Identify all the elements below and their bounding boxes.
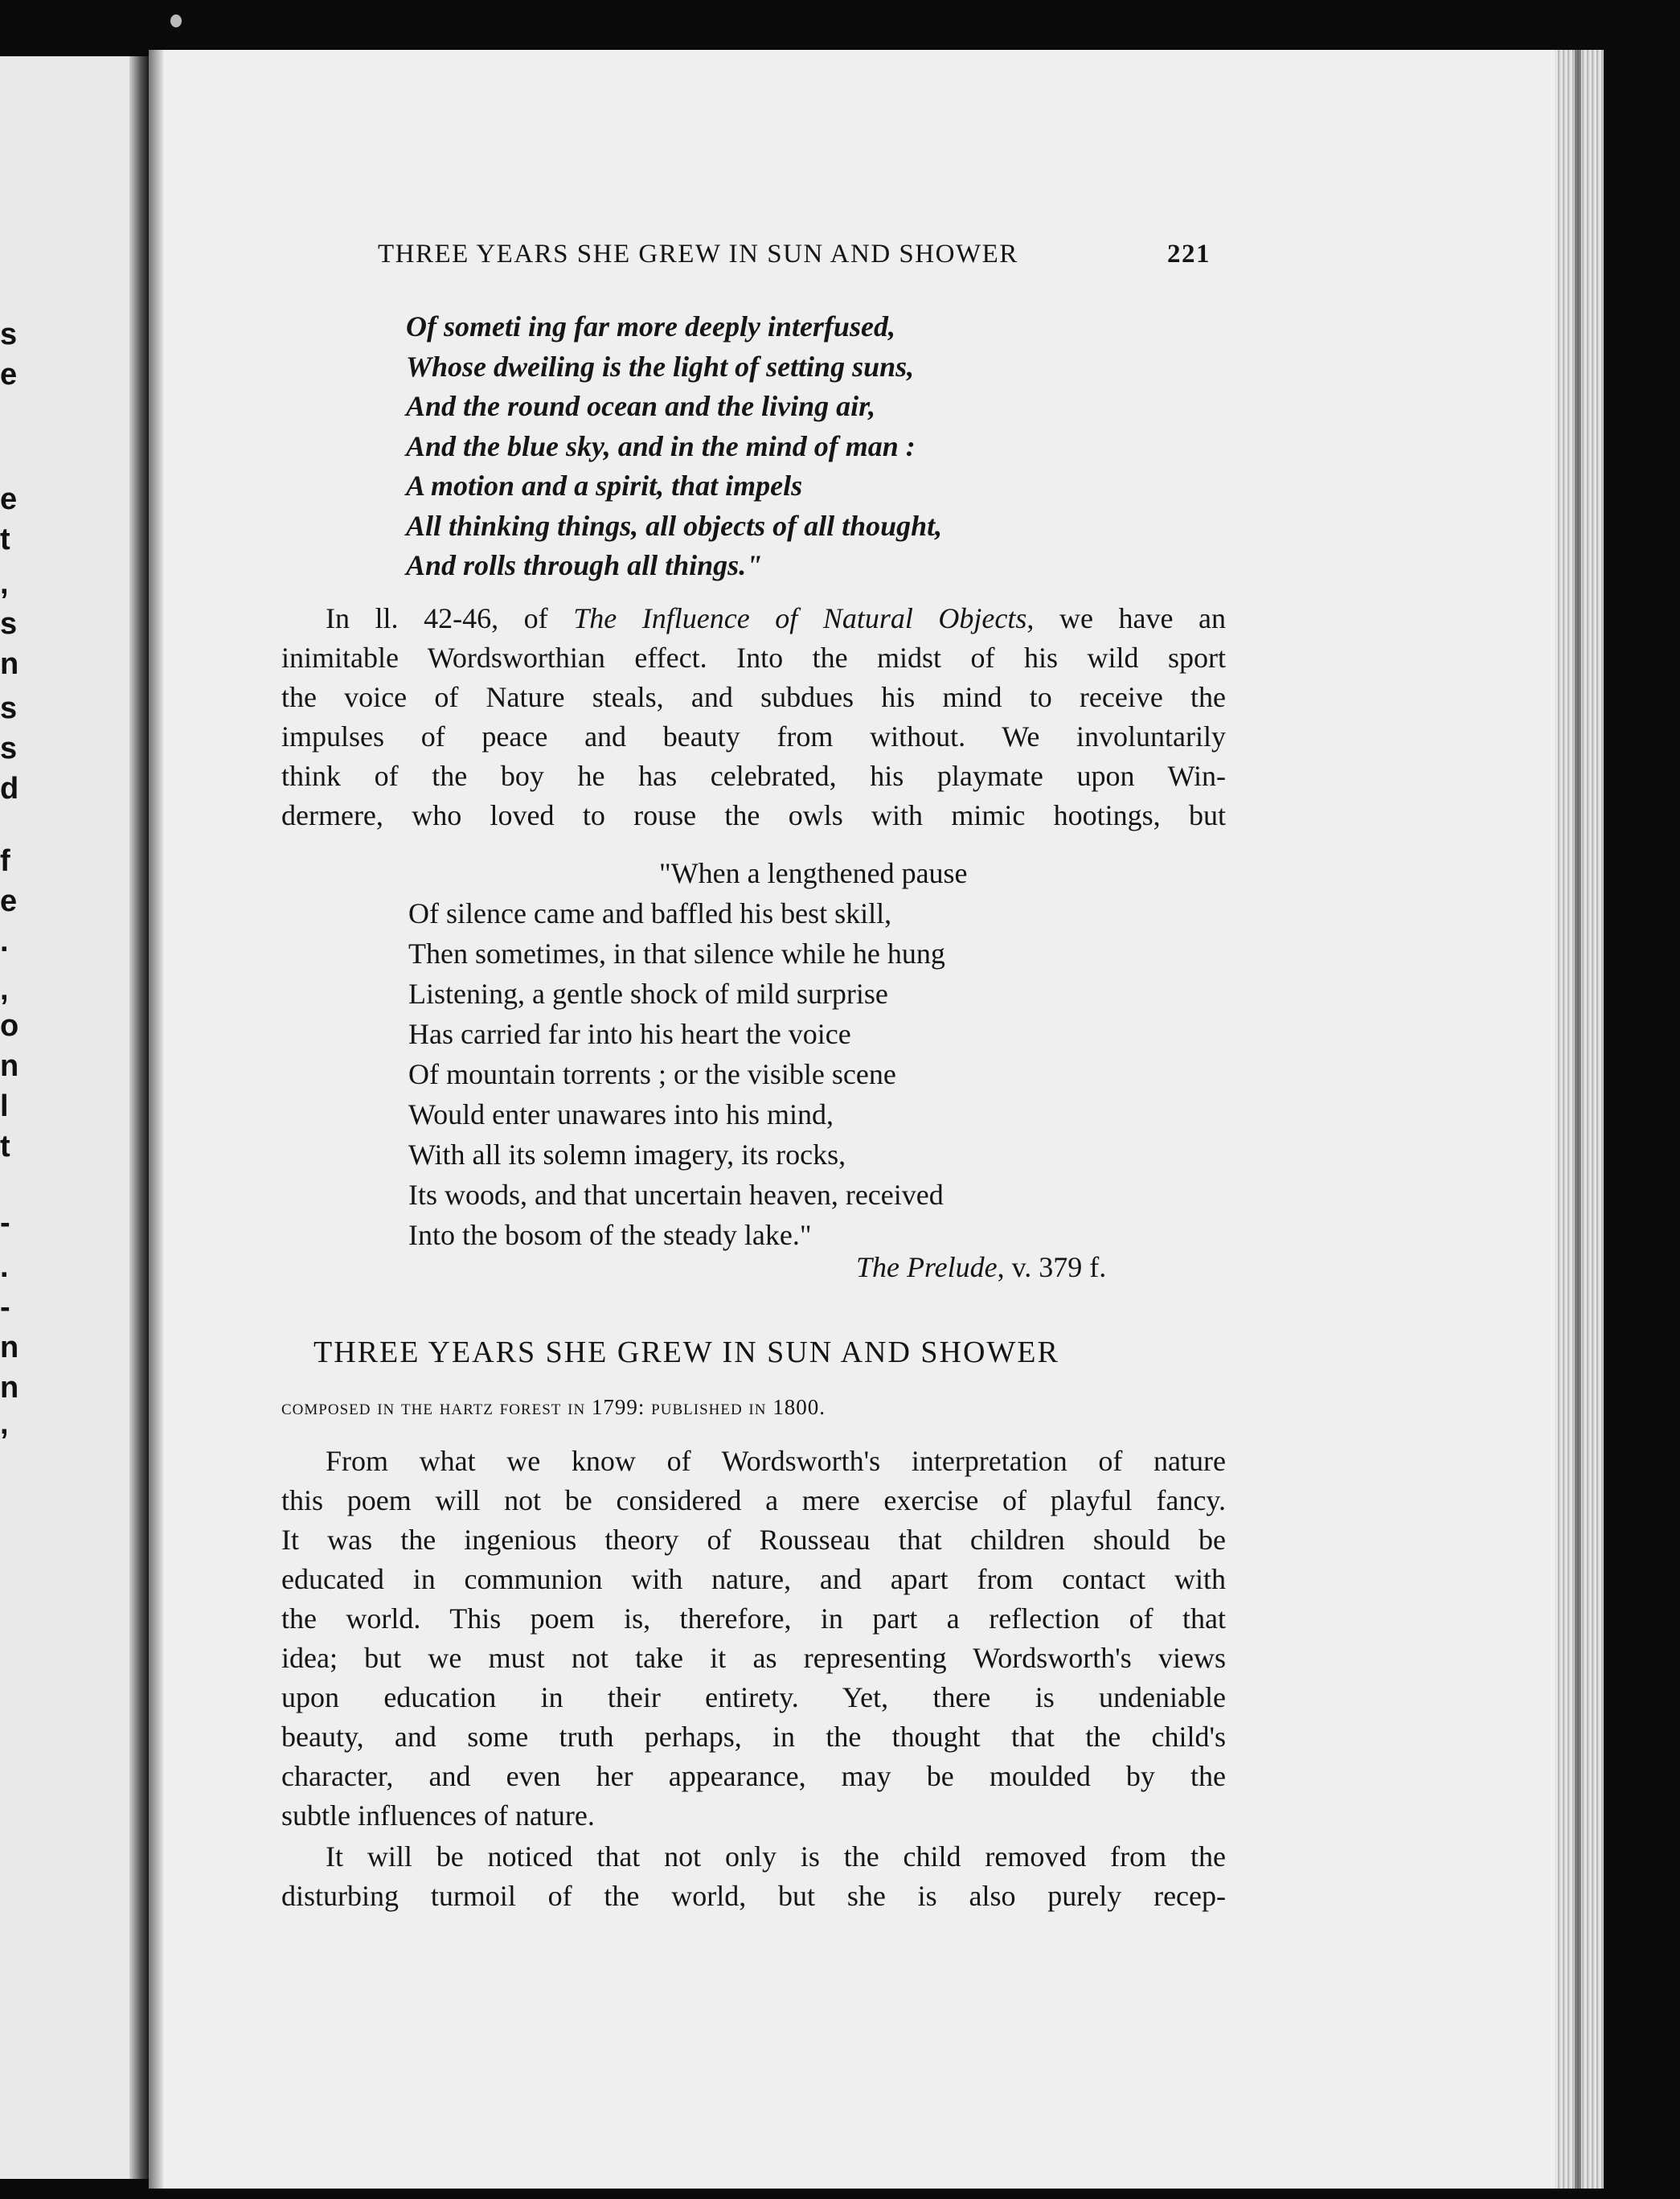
- verse-line: And the blue sky, and in the mind of man :: [406, 429, 916, 462]
- running-head: [378, 240, 1211, 269]
- verse-line: A motion and a spirit, that impels: [406, 470, 803, 502]
- verse-line: Of mountain torrents ; or the visible scene: [408, 1058, 896, 1090]
- verse-line: Into the bosom of the steady lake.": [408, 1219, 812, 1251]
- paragraph-line: educated in communion with nature, and apart from contact with: [281, 1563, 1226, 1595]
- verse-line: All thinking things, all objects of all thought,: [406, 509, 943, 542]
- paragraph-line: character, and even her appearance, may be moulded by the: [281, 1760, 1226, 1792]
- paragraph-line: idea; but we must not take it as representing Wordsworth's views: [281, 1642, 1226, 1674]
- running-head-title: THREE YEARS SHE GREW IN SUN AND SHOWER: [378, 240, 1018, 269]
- paragraph-line: It will be noticed that not only is the child removed from the: [326, 1840, 1226, 1873]
- citation-work: The Prelude: [856, 1251, 998, 1283]
- section-subheading: composed in the hartz forest in 1799: published in 1800.: [281, 1395, 826, 1419]
- left-edge-char: n: [0, 1331, 19, 1364]
- left-edge-char: e: [0, 358, 18, 392]
- left-edge-char: .: [0, 1250, 9, 1284]
- citation: [856, 1250, 1106, 1284]
- paragraph-line: dermere, who loved to rouse the owls with mimic hootings, but: [281, 799, 1226, 831]
- left-edge-char: s: [0, 691, 18, 725]
- left-edge-char: ,: [0, 973, 9, 1007]
- section-title: THREE YEARS SHE GREW IN SUN AND SHOWER: [313, 1335, 1059, 1369]
- paragraph-3: [281, 1837, 1226, 1916]
- page-gutter: [149, 50, 163, 2189]
- left-edge-char: .: [0, 925, 9, 958]
- left-edge-char: ,: [0, 567, 9, 601]
- paragraph-line: It was the ingenious theory of Rousseau that children should be: [281, 1524, 1226, 1556]
- citation-ref: , v. 379 f.: [997, 1251, 1107, 1283]
- verse-line: Has carried far into his heart the voice: [408, 1018, 851, 1050]
- paragraph-line: upon education in their entirety. Yet, there is undeniable: [281, 1681, 1226, 1713]
- left-edge-char: l: [0, 1089, 9, 1123]
- verse-line: "When a lengthened pause: [659, 857, 968, 889]
- left-edge-char: -: [0, 1206, 10, 1240]
- verse-line: Of someti ing far more deeply interfused,: [406, 310, 895, 343]
- paragraph-line: beauty, and some truth perhaps, in the thought that the child's: [281, 1721, 1226, 1753]
- paragraph-line: subtle influences of nature.: [281, 1799, 595, 1832]
- left-edge-char: e: [0, 482, 18, 516]
- verse-line: Whose dweiling is the light of setting suns,: [406, 350, 915, 383]
- paragraph-1: [281, 599, 1226, 835]
- left-edge-char: s: [0, 318, 18, 351]
- left-edge-char: n: [0, 647, 19, 681]
- verse-line: Its woods, and that uncertain heaven, received: [408, 1179, 944, 1211]
- verse-line: And rolls through all things.": [406, 549, 763, 581]
- paragraph-line: disturbing turmoil of the world, but she is also purely recep-: [281, 1880, 1226, 1912]
- left-edge-char: t: [0, 1130, 10, 1163]
- left-edge-char: n: [0, 1371, 19, 1405]
- verse-line: Listening, a gentle shock of mild surprise: [408, 978, 888, 1010]
- left-edge-char: t: [0, 523, 10, 556]
- left-edge-char: n: [0, 1049, 19, 1083]
- left-edge-char: s: [0, 732, 18, 765]
- paragraph-line: impulses of peace and beauty from without. We involuntarily: [281, 720, 1226, 753]
- left-edge-char: o: [0, 1009, 19, 1043]
- paragraph-line: the world. This poem is, therefore, in part a reflection of that: [281, 1602, 1226, 1635]
- left-edge-char: s: [0, 607, 18, 641]
- verse-line: Of silence came and baffled his best skill,: [408, 897, 892, 929]
- paragraph-line: the voice of Nature steals, and subdues his mind to receive the: [281, 681, 1226, 713]
- paragraph-line: think of the boy he has celebrated, his playmate upon Win-: [281, 760, 1226, 792]
- verse-line: Then sometimes, in that silence while he hung: [408, 937, 945, 970]
- left-edge-char: -: [0, 1290, 10, 1324]
- left-edge-char: ,: [0, 1407, 9, 1441]
- scan-speck: [170, 14, 182, 27]
- verse-line: And the round ocean and the living air,: [406, 390, 876, 422]
- paragraph-line: From what we know of Wordsworth's interpretation of nature: [326, 1445, 1226, 1477]
- verse-line: With all its solemn imagery, its rocks,: [408, 1138, 846, 1171]
- left-edge-char: d: [0, 772, 19, 806]
- left-edge-char: e: [0, 884, 18, 918]
- verse-line: Would enter unawares into his mind,: [408, 1098, 834, 1130]
- paragraph-line: this poem will not be considered a mere exercise of playful fancy.: [281, 1484, 1226, 1516]
- paragraph-line: inimitable Wordsworthian effect. Into the midst of his wild sport: [281, 642, 1226, 674]
- paragraph-line: In ll. 42-46, of The Influence of Natural Objects, we have an: [326, 602, 1226, 634]
- left-page-edge: [0, 56, 149, 2179]
- paragraph-2: [281, 1442, 1226, 1836]
- page-fold: [129, 56, 149, 2179]
- left-edge-char: f: [0, 844, 10, 878]
- page-number: 221: [1167, 240, 1211, 269]
- page-stack-edge: [1555, 50, 1604, 2189]
